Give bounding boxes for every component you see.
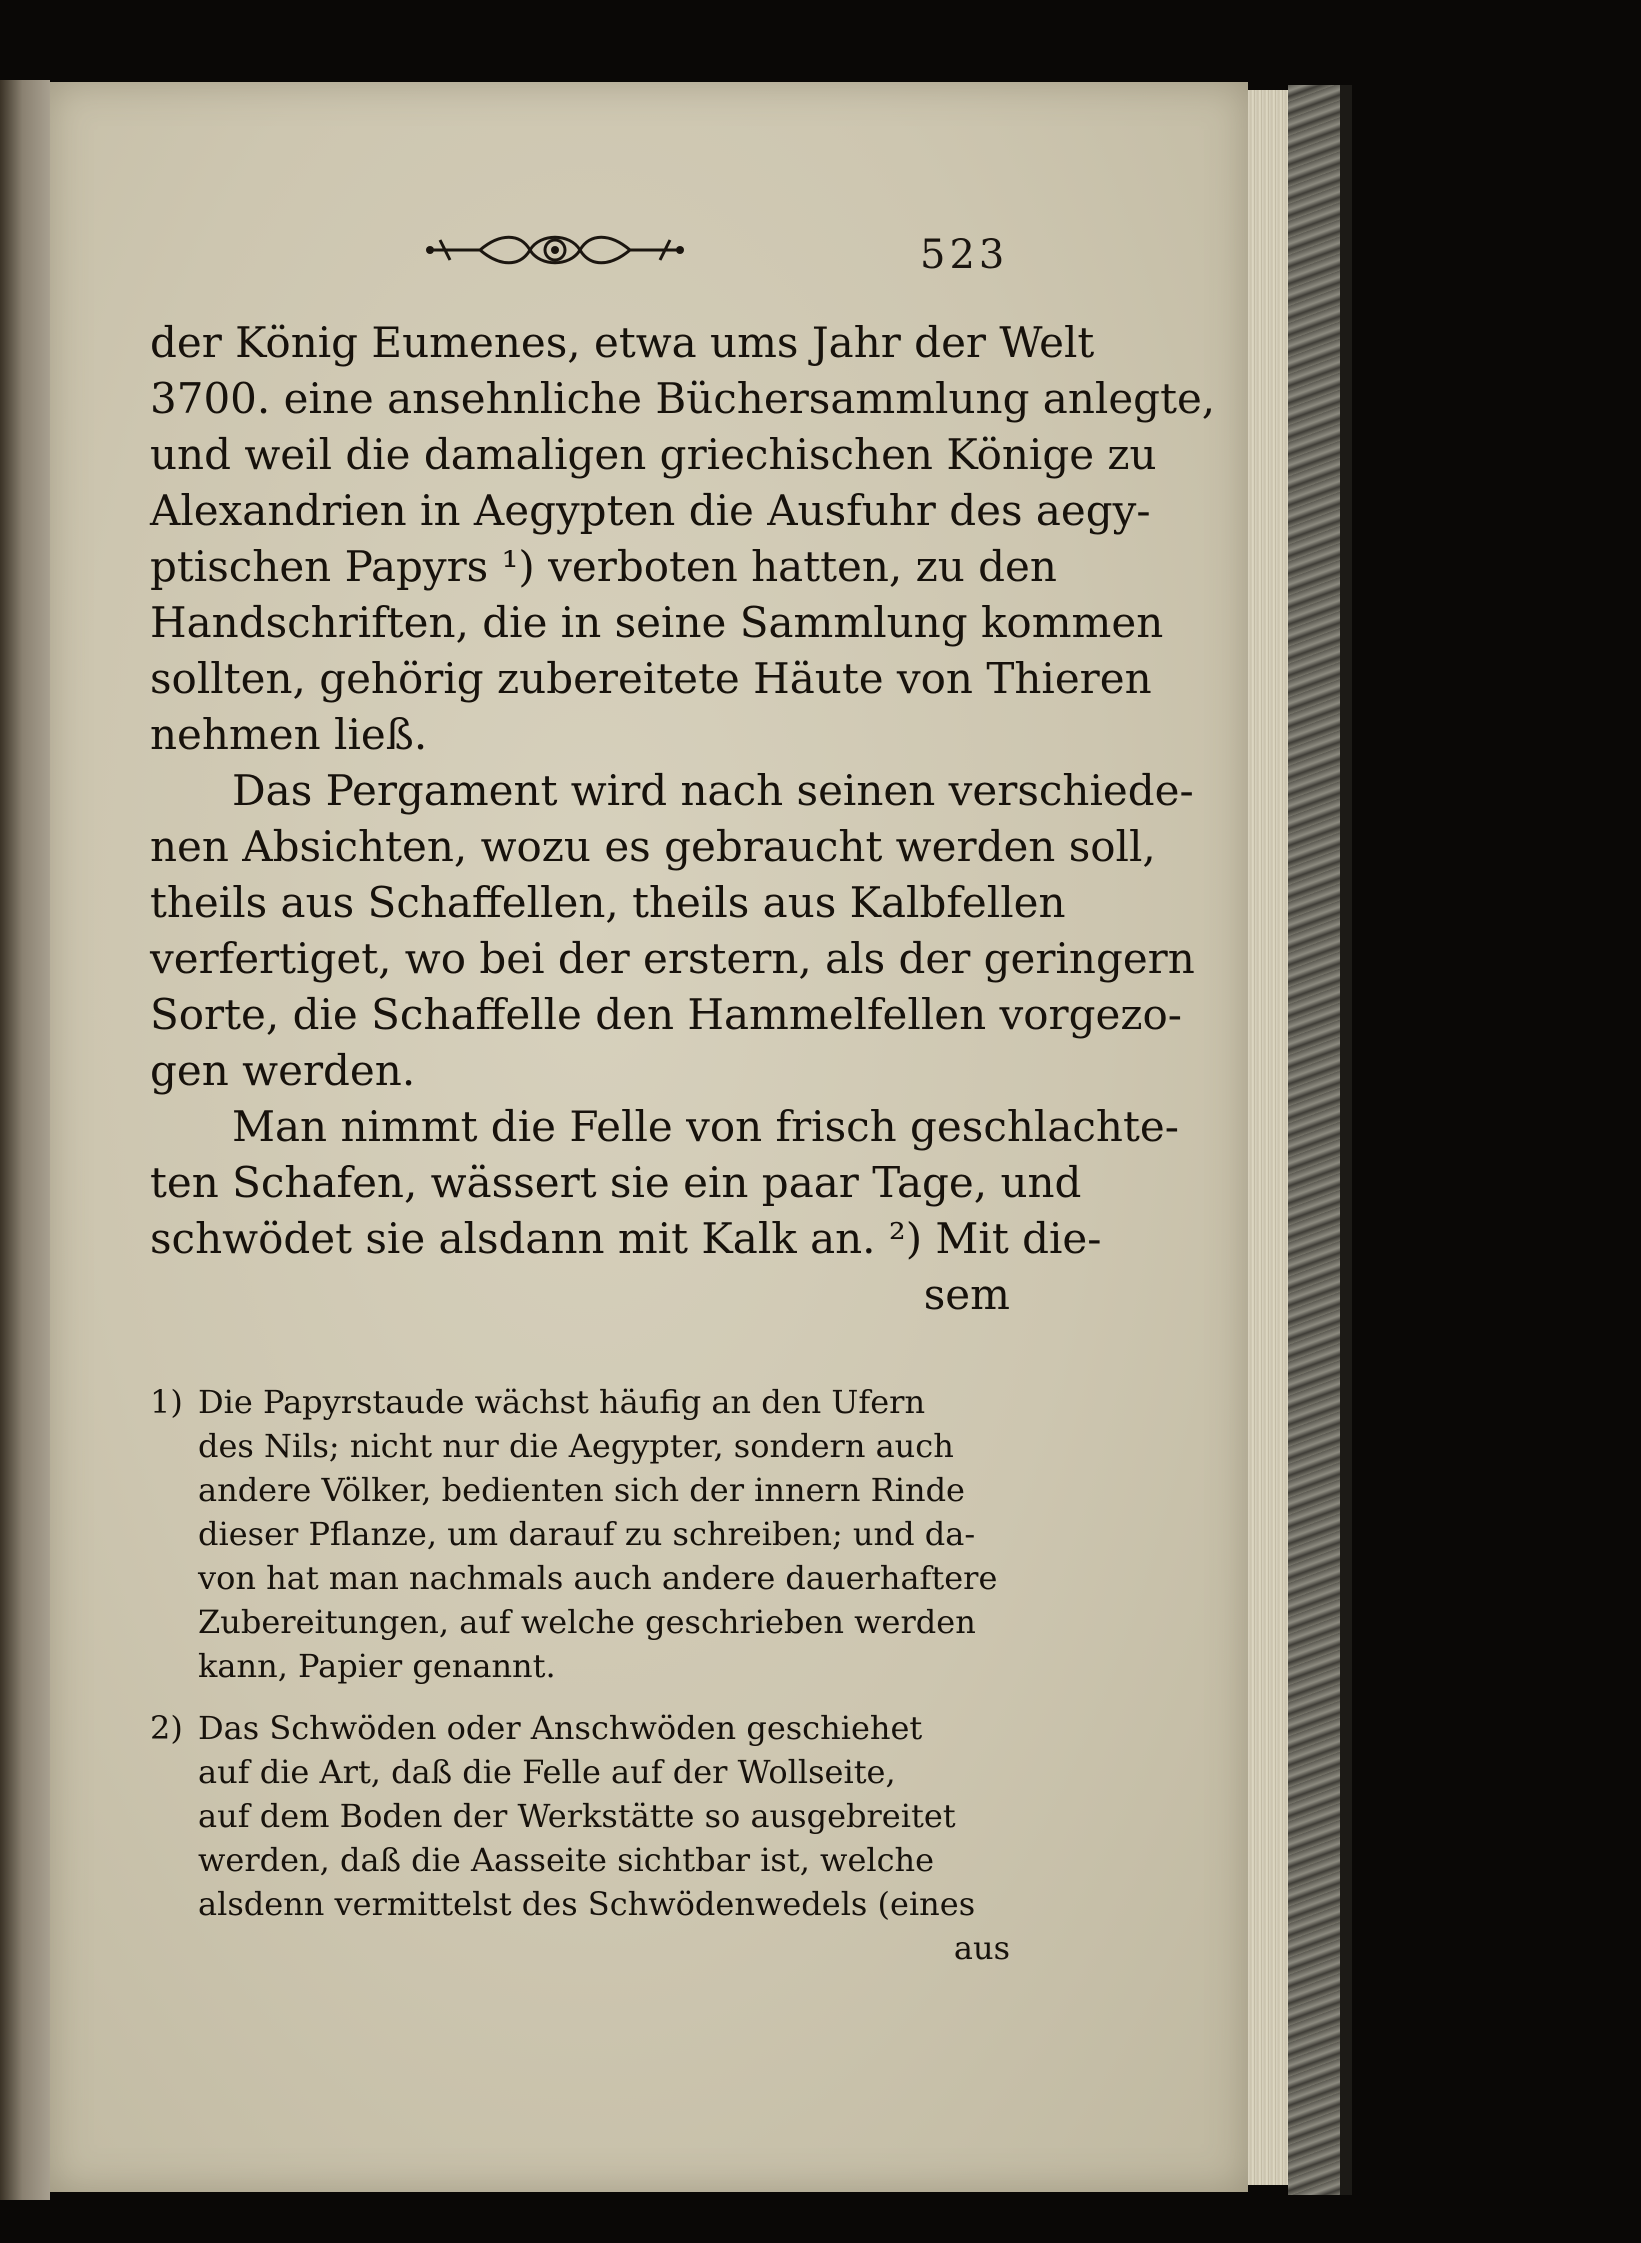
footnote-text: Die Papyrstaude wächst häufig an den Ufern <box>198 1383 926 1421</box>
marbled-cover <box>1288 85 1340 2195</box>
footnote-line: von hat man nachmals auch andere dauerhaftere <box>198 1559 998 1597</box>
catchword: aus <box>953 1929 1010 1967</box>
ornament-icon <box>420 228 690 272</box>
body-line: Alexandrien in Aegypten die Ausfuhr des aegy- <box>150 486 1151 535</box>
body-line: Handschriften, die in seine Sammlung kommen <box>150 598 1164 647</box>
footnote-line <box>150 1706 1010 1750</box>
body-line: verfertiget, wo bei der erstern, als der geringern <box>150 934 1195 983</box>
footnote-line: werden, daß die Aasseite sichtbar ist, welche <box>198 1841 935 1879</box>
footnote-line: kann, Papier genannt. <box>198 1647 556 1685</box>
body-line: ten Schafen, wässert sie ein paar Tage, und <box>150 1158 1082 1207</box>
footnote-line: Zubereitungen, auf welche geschrieben werden <box>198 1603 976 1641</box>
footnote-marker: 2) <box>150 1709 183 1747</box>
body-line: gen werden. <box>150 1046 416 1095</box>
footnote-line: andere Völker, bedienten sich der innern Rinde <box>198 1471 965 1509</box>
footnote-marker: 1) <box>150 1383 183 1421</box>
footnote-line: auf dem Boden der Werkstätte so ausgebreitet <box>198 1797 956 1835</box>
body-line: theils aus Schaffellen, theils aus Kalbfellen <box>150 878 1066 927</box>
body-line: nen Absichten, wozu es gebraucht werden soll, <box>150 822 1156 871</box>
footnotes <box>150 1380 1010 1988</box>
body-line: der König Eumenes, etwa ums Jahr der Welt <box>150 318 1095 367</box>
cover-edge <box>1340 85 1352 2195</box>
body-line: Das Pergament wird nach seinen verschiede- <box>232 766 1194 815</box>
body-line: 3700. eine ansehnliche Büchersammlung anlegte, <box>150 374 1216 423</box>
footnote-text: Das Schwöden oder Anschwöden geschiehet <box>198 1709 923 1747</box>
page-number: 523 <box>920 232 1009 278</box>
body-line: nehmen ließ. <box>150 710 428 759</box>
footnote-line: dieser Pflanze, um darauf zu schreiben; und da- <box>198 1515 976 1553</box>
body-line: Sorte, die Schaffelle den Hammelfellen vorgezo- <box>150 990 1182 1039</box>
footnote-line <box>150 1380 1010 1424</box>
body-line: ptischen Papyrs ¹) verboten hatten, zu den <box>150 542 1057 591</box>
footnote <box>150 1380 1010 1688</box>
body-line: Man nimmt die Felle von frisch geschlachte- <box>232 1102 1179 1151</box>
footnote-line: auf die Art, daß die Felle auf der Wollseite, <box>198 1753 896 1791</box>
catchword: sem <box>923 1270 1010 1319</box>
footnote <box>150 1706 1010 1970</box>
body-line: schwödet sie alsdann mit Kalk an. ²) Mit die- <box>150 1214 1102 1263</box>
page-edges <box>1248 90 1288 2185</box>
body-line: und weil die damaligen griechischen Könige zu <box>150 430 1157 479</box>
page-header <box>420 228 1020 278</box>
book-spine <box>0 80 50 2200</box>
body-text <box>150 315 1216 1323</box>
footnote-line: des Nils; nicht nur die Aegypter, sondern auch <box>198 1427 954 1465</box>
footnote-line: alsdenn vermittelst des Schwödenwedels (eines <box>198 1885 976 1923</box>
body-line: sollten, gehörig zubereitete Häute von Thieren <box>150 654 1152 703</box>
